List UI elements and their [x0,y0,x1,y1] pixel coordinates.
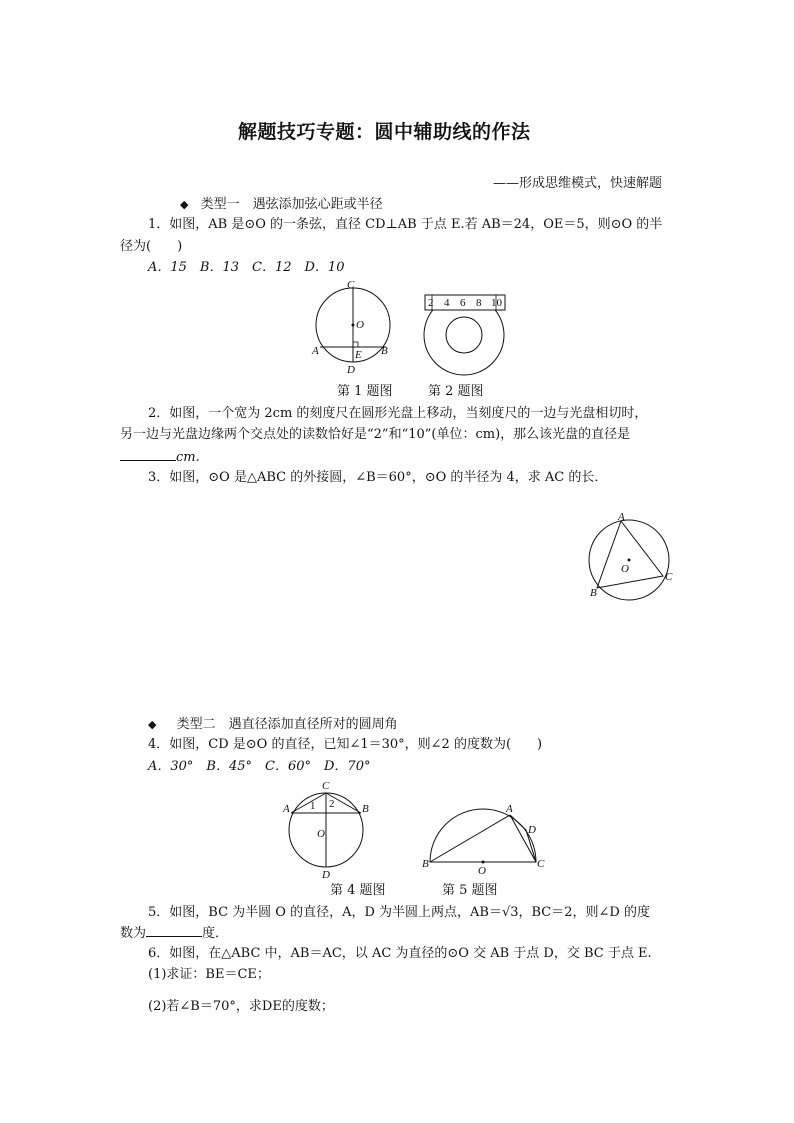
fig5-caption: 第 5 题图 [442,883,498,898]
fig1-label-c: C [347,279,355,291]
q6-part2: (2)若∠B＝70°，求DE的度数； [148,999,334,1014]
figure-1 [305,280,405,380]
fig5-label-d: D [528,824,536,836]
fig3-label-o: O [621,563,629,575]
fig5-semicircle [430,809,536,862]
fig4-label-c: C [322,780,330,792]
section-1-label: 类型一 遇弦添加弦心距或半径 [200,197,383,212]
q2-line3 [120,448,200,466]
fig1-label-b: B [381,345,388,357]
figure-5 [420,800,550,880]
diamond-bullet-icon: ◆ [148,718,157,731]
q4-options: A．30° B．45° C．60° D．70° [148,759,371,774]
q5-line1: 5．如图，BC 为半圆 O 的直径，A，D 为半圆上两点，AB＝√3，BC＝2，则∠D 的度 [148,905,650,920]
fig1-right-angle-mark [353,342,358,347]
fig5-segment-ba [430,815,510,862]
fig5-label-b: B [422,858,429,870]
page-title: 解题技巧专题：圆中辅助线的作法 [238,121,531,143]
fig3-triangle-abc [597,521,663,588]
section-1-heading [180,196,383,213]
fig2-caption: 第 2 题图 [428,384,484,399]
fig4-segment-ac [291,793,326,813]
fig3-label-c: C [665,571,673,583]
section-2-heading [148,716,398,733]
q2-line2: 另一边与光盘边缘两个交点处的读数恰好是“2”和“10”(单位：cm)，那么该光盘的直径是 [120,427,631,442]
fig2-tick-6: 6 [460,297,466,309]
q6-line1: 6．如图，在△ABC 中，AB＝AC，以 AC 为直径的⊙O 交 AB 于点 D，交 BC 于点 E. [148,946,652,961]
q5-answer-blank [146,924,202,937]
fig5-segment-ad [510,815,526,830]
fig4-angle-2: 2 [329,798,335,810]
fig5-center-point [482,861,485,864]
diamond-bullet-icon: ◆ [180,198,189,211]
fig4-angle-1: 1 [310,800,316,812]
fig4-label-b: B [362,803,369,815]
fig2-tick-2: 2 [428,297,434,309]
q3-line1: 3．如图，⊙O 是△ABC 的外接圆，∠B＝60°，⊙O 的半径为 4，求 AC 的长． [148,470,608,485]
fig2-tick-8: 8 [476,297,482,309]
fig2-inner-circle [446,317,482,353]
fig4-label-a: A [283,803,290,815]
page-subtitle: ——形成思维模式，快速解题 [493,176,663,191]
figure-3 [585,510,680,605]
fig1-label-e: E [355,349,362,361]
q1-options: A．15 B．13 C．12 D．10 [148,260,345,275]
figure-2 [420,290,510,380]
fig5-label-a: A [506,803,513,815]
fig5-segment-ac [510,815,536,862]
fig5-label-c: C [537,858,545,870]
figure-4 [280,775,375,880]
q5-line2 [120,924,228,942]
q2-answer-blank [120,448,176,461]
fig1-label-a: A [312,345,319,357]
fig1-center-point [352,324,355,327]
q1-line2: 径为( ) [120,239,183,254]
fig4-caption: 第 4 题图 [330,883,386,898]
q1-line1: 1．如图，AB 是⊙O 的一条弦，直径 CD⊥AB 于点 E.若 AB＝24，OE＝5，则⊙O 的半 [148,217,663,232]
fig2-tick-10: 10 [491,297,502,309]
fig1-caption: 第 1 题图 [337,384,393,399]
q6-part1: (1)求证：BE＝CE； [148,967,270,982]
fig5-label-o: O [478,865,486,877]
fig1-label-d: D [347,364,355,376]
q4-line1: 4．如图，CD 是⊙O 的直径，已知∠1＝30°，则∠2 的度数为( ) [148,737,543,752]
fig4-label-d: D [322,869,330,881]
fig3-label-a: A [618,511,625,523]
q5-prefix: 数为 [120,926,147,941]
fig2-tick-4: 4 [444,297,450,309]
q2-unit: cm. [176,450,200,465]
fig4-label-o: O [317,828,325,840]
q5-suffix: 度． [202,926,229,941]
fig3-label-b: B [590,587,597,599]
fig3-center-point [628,559,631,562]
fig1-label-o: O [356,319,364,331]
q2-line1: 2．如图，一个宽为 2cm 的刻度尺在圆形光盘上移动，当刻度尺的一边与光盘相切时， [148,406,648,421]
section-2-label: 类型二 遇直径添加直径所对的圆周角 [176,717,398,732]
